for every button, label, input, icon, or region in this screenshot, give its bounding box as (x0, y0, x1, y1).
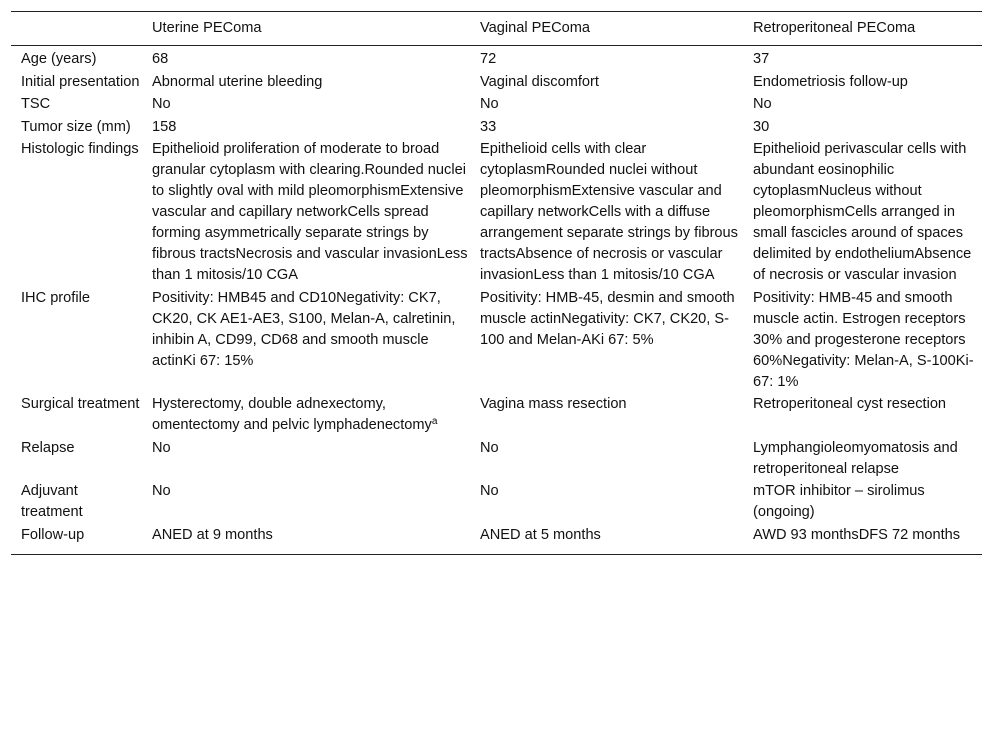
table-row-tsc (11, 94, 982, 117)
header-cell-vaginal: Vaginal PEComa (480, 20, 591, 36)
table-row-tumor-size (11, 117, 982, 140)
cell-text: Hysterectomy, double adnexectomy, omentectomy and pelvic lymphadenectomy (152, 396, 432, 433)
cell-vaginal: Vaginal discomfort (480, 73, 599, 90)
cell-vaginal: No (480, 483, 499, 499)
cell-uterine: No (152, 483, 171, 499)
cell-retroperitoneal: Endometriosis follow-up (753, 73, 908, 90)
cell-retroperitoneal: 30 (753, 118, 770, 135)
row-label: IHC profile (21, 289, 90, 306)
cell-retroperitoneal: No (753, 96, 772, 112)
row-label: TSC (21, 96, 51, 112)
cell-retroperitoneal: Retroperitoneal cyst resection (753, 396, 947, 412)
cell-retroperitoneal: 37 (753, 51, 770, 67)
cell-vaginal: Epithelioid cells with clear cytoplasmRounded nuclei without pleomorphismExtensive vascular and capillary networkCells with a diffuse arrangement separate strings by fibrous tractsAbsence of necrosis or vascular invasionLess than 1 mitosis/10 CGA (480, 141, 738, 283)
cell-retroperitoneal: Positivity: HMB-45 and smooth muscle actin. Estrogen receptors 30% and progesterone receptors 60%Negativity: Melan-A, S-100Ki-67: 1% (753, 289, 974, 390)
cell-uterine: ANED at 9 months (152, 526, 273, 543)
cell-retroperitoneal: Epithelioid perivascular cells with abundant eosinophilic cytoplasmNucleus without pleomorphismCells arranged in small fascicles around of spaces delimited by endotheliumAbsence of necrosis or vascular invasion (753, 141, 972, 283)
header-row (11, 12, 982, 46)
cell-uterine: 158 (152, 118, 177, 135)
cell-uterine (142, 394, 470, 438)
table-row-adjuvant-treatment (11, 481, 982, 525)
cell-uterine: Positivity: HMB45 and CD10Negativity: CK7, CK20, CK AE1-AE3, S100, Melan-A, calretinin, inhibin A, CD99, CD68 and smooth muscle actinKi 67: 15% (152, 289, 456, 369)
table-body (11, 46, 982, 555)
cell-uterine: 68 (152, 51, 169, 67)
cell-uterine: Epithelioid proliferation of moderate to broad granular cytoplasm with clearing.Rounded nuclei to slightly oval with mild pleomorphismExtensive vascular and capillary networkCells spread forming asymmetrically separate strings by fibrous tractsNecrosis and vascular invasionLess than 1 mitosis/10 CGA (152, 141, 468, 283)
table-row-histologic-findings (11, 139, 982, 288)
table-row-surgical-treatment (11, 394, 982, 438)
row-label: Tumor size (mm) (21, 118, 131, 135)
cell-vaginal: 33 (480, 118, 497, 135)
cell-vaginal: Vagina mass resection (480, 396, 627, 412)
cell-vaginal: ANED at 5 months (480, 526, 601, 543)
cell-uterine: No (152, 439, 171, 456)
row-label: Relapse (21, 439, 75, 456)
cell-vaginal: No (480, 439, 499, 456)
cell-retroperitoneal: Lymphangioleomyomatosis and retroperitoneal relapse (753, 439, 958, 477)
cell-uterine: No (152, 96, 171, 112)
table-row-follow-up (11, 525, 982, 555)
header-cell-uterine: Uterine PEComa (152, 20, 262, 36)
table-row-ihc-profile (11, 288, 982, 395)
table-row-age (11, 46, 982, 72)
table-row-initial-presentation (11, 72, 982, 95)
cell-vaginal: 72 (480, 51, 497, 67)
data-table (11, 11, 982, 555)
cell-retroperitoneal: mTOR inhibitor – sirolimus (ongoing) (753, 483, 925, 520)
cell-uterine: Abnormal uterine bleeding (152, 73, 323, 90)
cell-vaginal: Positivity: HMB-45, desmin and smooth muscle actinNegativity: CK7, CK20, S-100 and Melan-AKi 67: 5% (480, 289, 735, 348)
cell-vaginal: No (480, 96, 499, 112)
table-row-relapse (11, 438, 982, 482)
row-label: Histologic findings (21, 141, 139, 157)
table-header (11, 12, 982, 46)
row-label: Adjuvant treatment (21, 483, 83, 520)
row-label: Initial presentation (21, 73, 140, 90)
row-label: Age (years) (21, 51, 97, 67)
cell-retroperitoneal: AWD 93 monthsDFS 72 months (753, 526, 961, 543)
header-cell-empty (11, 12, 142, 46)
footnote-marker: a (431, 416, 438, 427)
row-label: Follow-up (21, 526, 85, 543)
row-label: Surgical treatment (21, 396, 140, 412)
header-cell-retroperitoneal: Retroperitoneal PEComa (753, 20, 916, 36)
